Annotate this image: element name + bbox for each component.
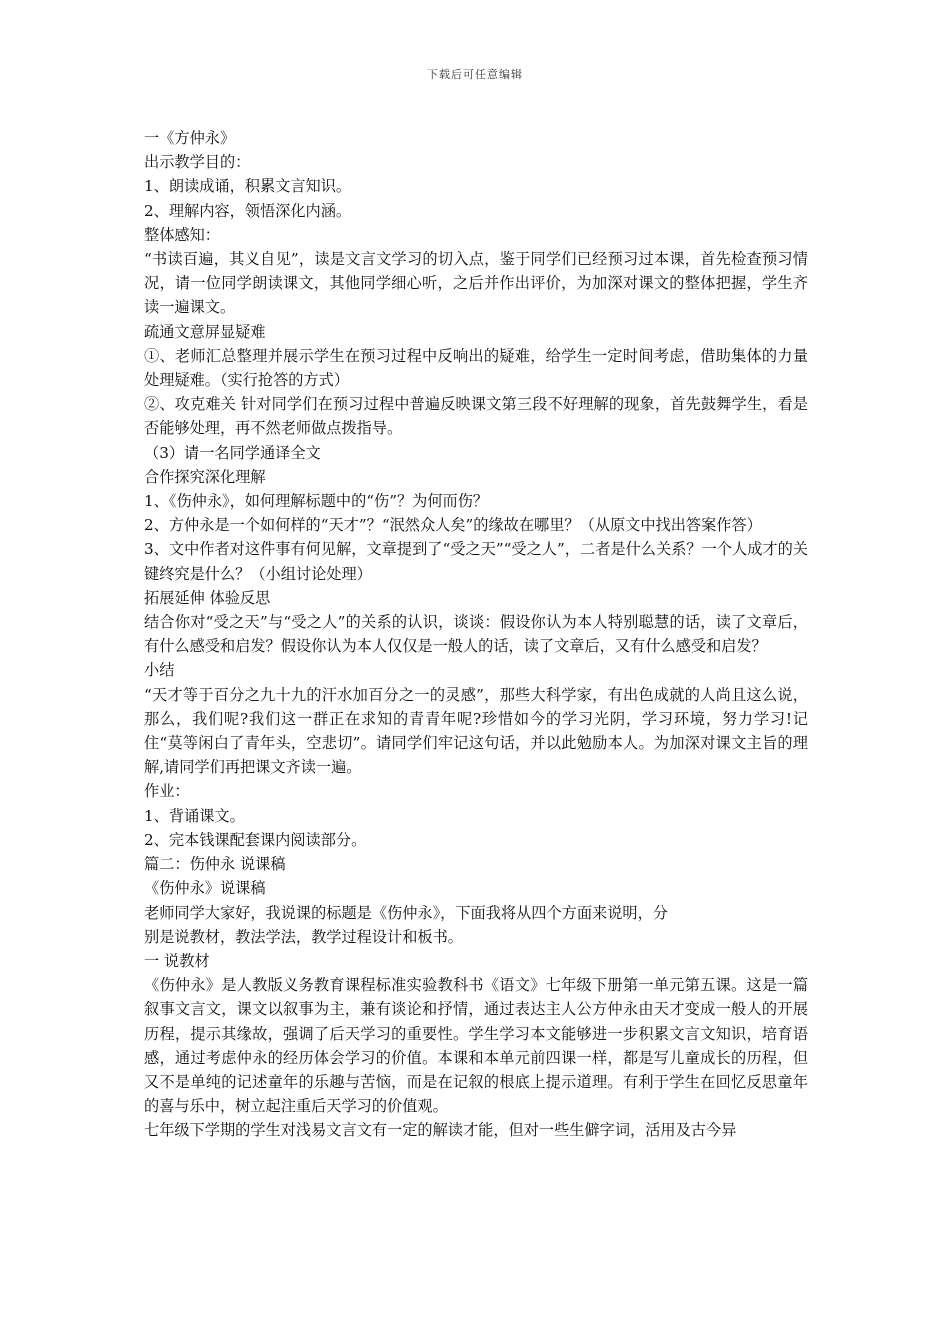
heading-extension: 拓展延伸 体验反思 xyxy=(144,588,271,607)
list-item: 2、理解内容，领悟深化内涵。 xyxy=(144,201,352,220)
heading-overall-perception: 整体感知： xyxy=(144,225,220,244)
subtitle: 《伤仲永》说课稿 xyxy=(144,879,266,898)
heading-homework: 作业： xyxy=(144,782,190,801)
list-item: 3、文中作者对这件事有何见解，文章提到了“受之天”“受之人”，二者是什么关系？一个人成才的关键终究是什么？（小组讨论处理） xyxy=(144,540,808,583)
heading-cooperative-inquiry: 合作探究深化理解 xyxy=(144,467,266,486)
section-title: 一《方仲永》 xyxy=(144,129,236,147)
list-item: 2、方仲永是一个如何样的“天才”？“泯然众人矣”的缘故在哪里？（从原文中找出答案作答） xyxy=(144,516,762,535)
section-title: 篇二：伤仲永 说课稿 xyxy=(144,855,286,874)
list-item: 2、完本钱课配套课内阅读部分。 xyxy=(144,830,367,849)
list-item: （3）请一名同学通译全文 xyxy=(144,443,321,462)
heading-clarify-meaning: 疏通文意屏显疑难 xyxy=(144,322,266,341)
paragraph: 别是说教材，教法学法，教学过程设计和板书。 xyxy=(144,927,463,946)
list-item: 1、《伤仲永》，如何理解标题中的“伤”？为何而伤？ xyxy=(144,492,489,511)
page-header: 下载后可任意编辑 xyxy=(427,68,523,81)
paragraph: 老师同学大家好，我说课的标题是《伤仲永》，下面我将从四个方面来说明，分 xyxy=(144,903,668,922)
paragraph: 结合你对“受之天”与“受之人”的关系的认识，谈谈：假设你认为本人特别聪慧的话，读了文章后，有什么感受和启发？假设你认为本人仅仅是一般人的话，读了文章后，又有什么感受和启发？ xyxy=(144,613,808,656)
list-item: 1、朗读成诵，积累文言知识。 xyxy=(144,177,352,196)
heading-textbook: 一 说教材 xyxy=(144,951,210,970)
heading-teaching-goals: 出示教学目的： xyxy=(144,153,251,172)
list-item: ②、攻克难关 针对同学们在预习过程中普遍反映课文第三段不好理解的现象，首先鼓舞学生，看是否能够处理，再不然老师做点拨指导。 xyxy=(144,395,808,438)
list-item: 1、背诵课文。 xyxy=(144,806,245,825)
document-body xyxy=(144,126,808,1143)
list-item: ①、老师汇总整理并展示学生在预习过程中反响出的疑难，给学生一定时间考虑，借助集体的力量处理疑难。（实行抢答的方式） xyxy=(144,346,808,390)
paragraph: 七年级下学期的学生对浅易文言文有一定的解读才能，但对一些生僻字词，活用及古今异 xyxy=(144,1121,737,1140)
heading-summary: 小结 xyxy=(144,661,175,680)
paragraph: “书读百遍，其义自见”，读是文言文学习的切入点，鉴于同学们已经预习过本课，首先检查预习情况，请一位同学朗读课文，其他同学细心听，之后并作出评价，为加深对课文的整体把握，学生齐读一遍课文。 xyxy=(144,250,808,317)
paragraph: 《伤仲永》是人教版义务教育课程标准实验教科书《语文》七年级下册第一单元第五课。这是一篇叙事文言文，课文以叙事为主，兼有谈论和抒情，通过表达主人公方仲永由天才变成一般人的开展历程，提示其缘故，强调了后天学习的重要性。学生学习本文能够进一步积累文言文知识，培育语感，通过考虑仲永的经历体会学习的价值。本课和本单元前四课一样，都是写儿童成长的历程，但又不是单纯的记述童年的乐趣与苦恼，而是在记叙的根底上提示道理。有利于学生在回忆反思童年的喜与乐中，树立起注重后天学习的价值观。 xyxy=(144,976,808,1116)
paragraph: “天才等于百分之九十九的汗水加百分之一的灵感”，那些大科学家，有出色成就的人尚且这么说，那么，我们呢?我们这一群正在求知的青青年呢?珍惜如今的学习光阴，学习环境，努力学习!记住“莫等闲白了青年头，空悲切”。请同学们牢记这句话，并以此勉励本人。为加深对课文主旨的理解,请同学们再把课文齐读一遍。 xyxy=(144,685,808,777)
